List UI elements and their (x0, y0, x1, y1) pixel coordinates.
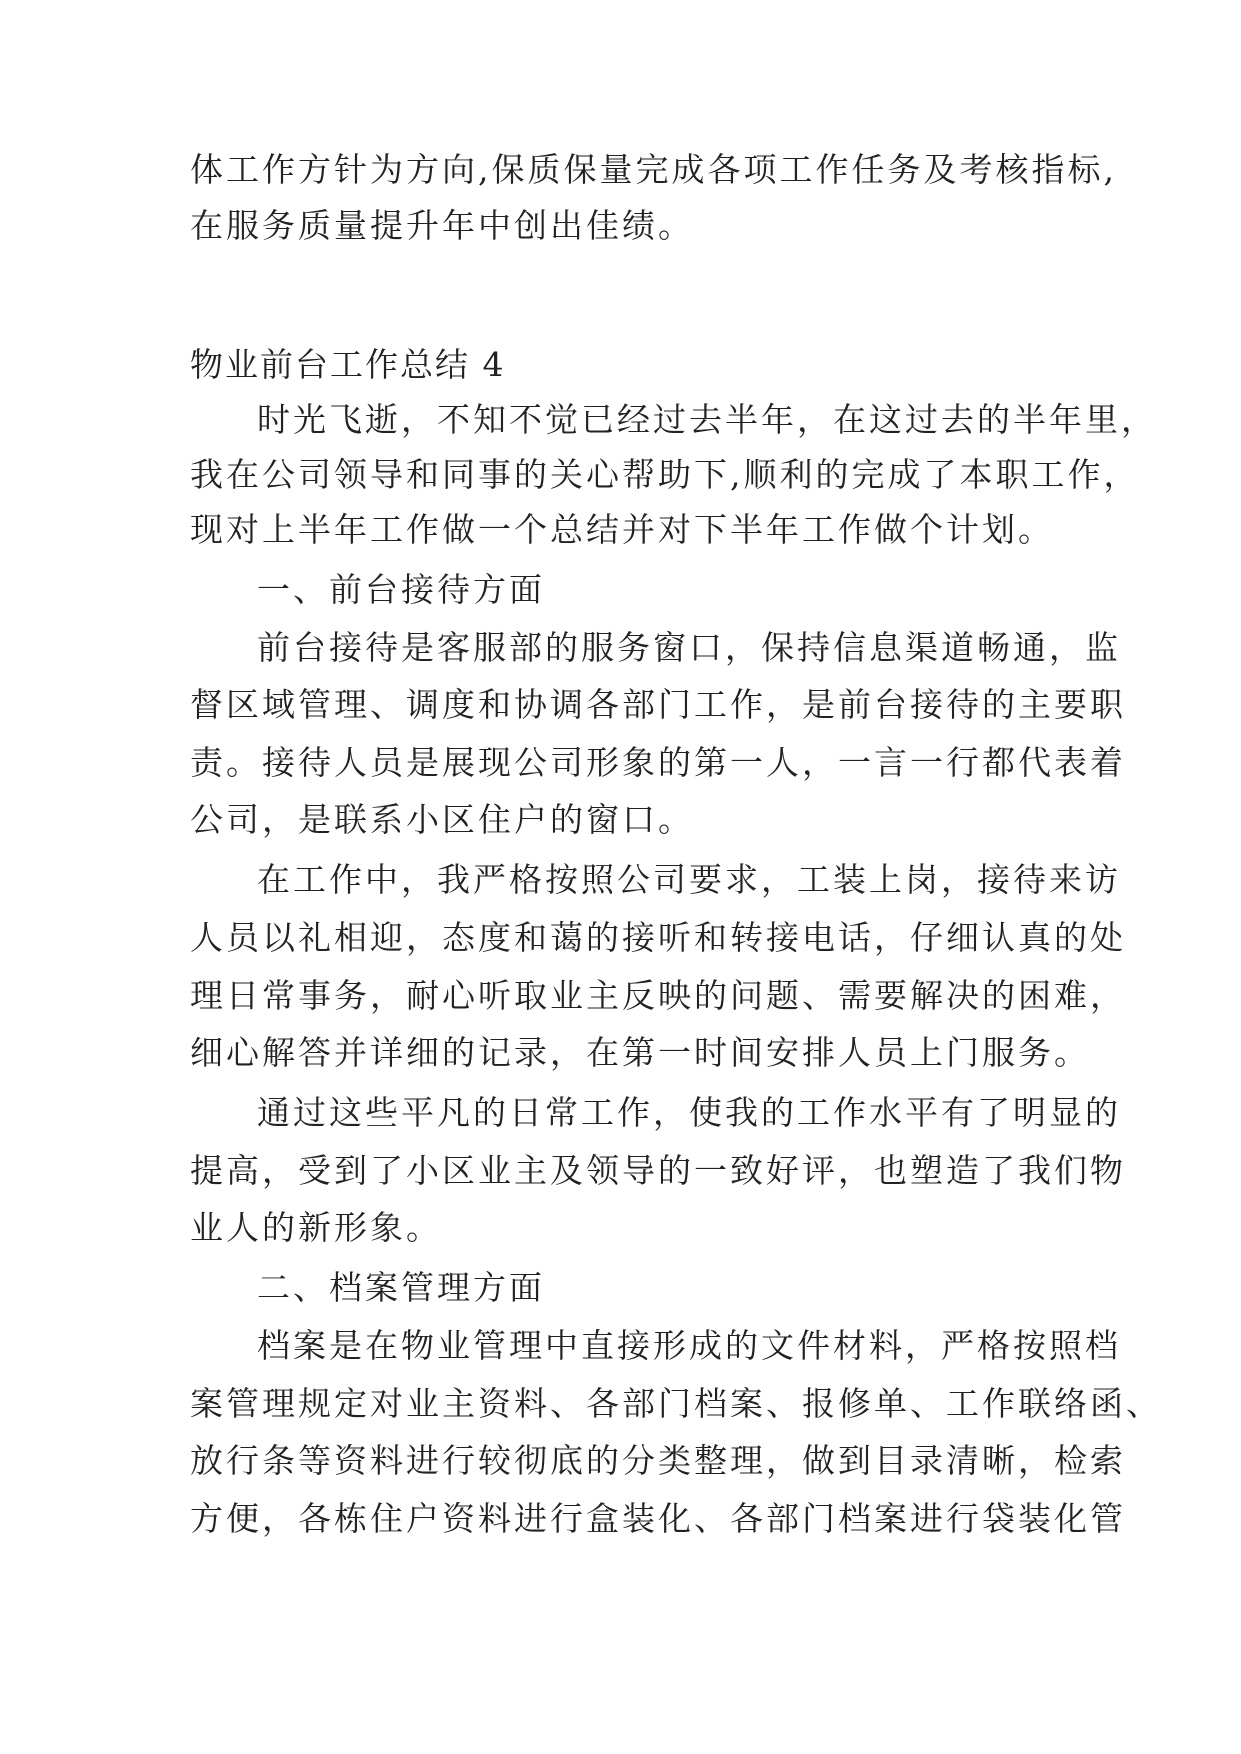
subsection-heading: 一、前台接待方面 (257, 570, 545, 609)
paragraph-line: 前台接待是客服部的服务窗口，保持信息渠道畅通，监 (257, 628, 1121, 667)
paragraph-line: 公司，是联系小区住户的窗口。 (190, 800, 694, 839)
paragraph-line: 在服务质量提升年中创出佳绩。 (190, 206, 694, 245)
paragraph-line: 方便，各栋住户资料进行盒装化、各部门档案进行袋装化管 (190, 1499, 1126, 1538)
subsection-heading: 二、档案管理方面 (257, 1268, 545, 1307)
section-title: 物业前台工作总结 4 (190, 345, 506, 384)
paragraph-line: 细心解答并详细的记录，在第一时间安排人员上门服务。 (190, 1033, 1090, 1072)
paragraph-line: 人员以礼相迎，态度和蔼的接听和转接电话，仔细认真的处 (190, 918, 1126, 957)
paragraph-line: 通过这些平凡的日常工作，使我的工作水平有了明显的 (257, 1093, 1121, 1132)
paragraph-line: 案管理规定对业主资料、各部门档案、报修单、工作联络函、 (190, 1384, 1162, 1423)
paragraph-line: 我在公司领导和同事的关心帮助下,顺利的完成了本职工作， (190, 455, 1140, 494)
paragraph-line: 业人的新形象。 (190, 1208, 442, 1247)
paragraph-line: 督区域管理、调度和协调各部门工作，是前台接待的主要职 (190, 685, 1126, 724)
paragraph-line: 体工作方针为方向,保质保量完成各项工作任务及考核指标, (190, 150, 1117, 189)
paragraph-line: 责。接待人员是展现公司形象的第一人，一言一行都代表着 (190, 743, 1126, 782)
paragraph-line: 理日常事务，耐心听取业主反映的问题、需要解决的困难， (190, 976, 1126, 1015)
paragraph-line: 放行条等资料进行较彻底的分类整理，做到目录清晰，检索 (190, 1441, 1126, 1480)
paragraph-line: 档案是在物业管理中直接形成的文件材料，严格按照档 (257, 1326, 1121, 1365)
paragraph-line: 在工作中，我严格按照公司要求，工装上岗，接待来访 (257, 860, 1121, 899)
paragraph-line: 现对上半年工作做一个总结并对下半年工作做个计划。 (190, 510, 1054, 549)
paragraph-line: 提高，受到了小区业主及领导的一致好评，也塑造了我们物 (190, 1151, 1126, 1190)
paragraph-line: 时光飞逝，不知不觉已经过去半年，在这过去的半年里， (257, 400, 1157, 439)
